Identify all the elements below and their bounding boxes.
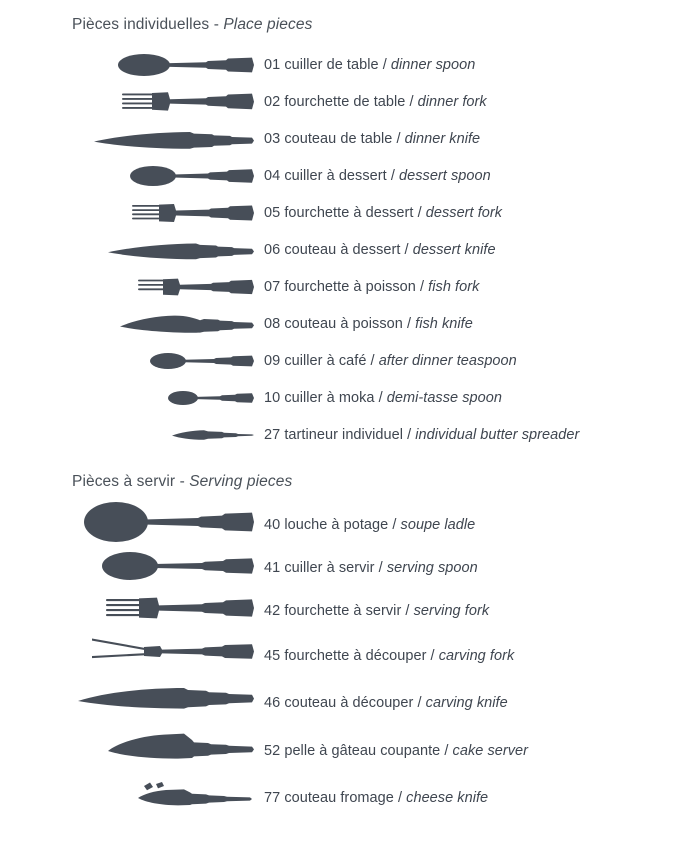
item-label-fr: fourchette à dessert bbox=[284, 204, 414, 221]
item-number: 03 bbox=[264, 130, 281, 147]
list-item-label bbox=[264, 695, 508, 711]
fish-knife-icon bbox=[0, 305, 260, 342]
item-number: 10 bbox=[264, 389, 281, 406]
item-label-fr: couteau à dessert bbox=[284, 241, 401, 258]
list-item[interactable] bbox=[0, 157, 674, 194]
item-label-fr: couteau à découper bbox=[284, 695, 414, 711]
section-place-pieces bbox=[0, 16, 674, 453]
list-item[interactable] bbox=[0, 547, 674, 589]
item-label-fr: cuiller à servir bbox=[284, 560, 375, 576]
item-number: 52 bbox=[264, 743, 281, 759]
cheese-knife-icon bbox=[0, 775, 260, 812]
list-item[interactable] bbox=[0, 503, 674, 547]
section-title-separator: - bbox=[175, 473, 190, 490]
dessert-knife-icon bbox=[0, 231, 260, 268]
item-number: 42 bbox=[264, 603, 281, 619]
item-separator: / bbox=[374, 389, 387, 406]
carving-knife-icon bbox=[0, 679, 260, 716]
item-separator: / bbox=[413, 204, 426, 221]
item-separator: / bbox=[413, 695, 426, 711]
section-title-separator: - bbox=[209, 16, 224, 33]
fish-fork-icon bbox=[0, 268, 260, 305]
item-label-fr: fourchette à servir bbox=[284, 603, 402, 619]
item-separator: / bbox=[392, 130, 405, 147]
list-item-label bbox=[264, 353, 517, 369]
list-item-label bbox=[264, 390, 502, 406]
item-number: 07 bbox=[264, 278, 281, 295]
cake-server-icon bbox=[0, 727, 260, 764]
item-number: 06 bbox=[264, 241, 281, 258]
item-label-en: dinner knife bbox=[404, 130, 481, 147]
item-label-fr: cuiller à moka bbox=[284, 389, 375, 406]
item-separator: / bbox=[378, 56, 391, 73]
list-item[interactable] bbox=[0, 46, 674, 83]
item-label-en: demi-tasse spoon bbox=[386, 389, 502, 406]
item-label-en: dessert fork bbox=[425, 204, 503, 221]
item-label-en: serving fork bbox=[413, 603, 490, 619]
item-separator: / bbox=[386, 167, 399, 184]
butter-spreader-icon bbox=[0, 416, 260, 453]
list-item-label bbox=[264, 131, 480, 147]
dinner-fork-icon bbox=[0, 83, 260, 120]
item-separator: / bbox=[415, 278, 429, 295]
item-label-fr: fourchette à découper bbox=[284, 648, 427, 664]
item-separator: / bbox=[366, 352, 379, 369]
item-label-fr: couteau à poisson bbox=[284, 315, 403, 332]
item-number: 27 bbox=[264, 426, 281, 443]
item-label-en: fish knife bbox=[415, 315, 473, 332]
list-item[interactable] bbox=[0, 120, 674, 157]
item-label-en: cheese knife bbox=[406, 790, 489, 806]
list-item[interactable] bbox=[0, 379, 674, 416]
list-item-label bbox=[264, 316, 473, 332]
soup-ladle-icon bbox=[0, 503, 260, 540]
list-item[interactable] bbox=[0, 83, 674, 120]
list-item[interactable] bbox=[0, 727, 674, 775]
item-number: 77 bbox=[264, 790, 281, 806]
list-item[interactable] bbox=[0, 775, 674, 821]
section-title-en: Place pieces bbox=[223, 16, 313, 33]
item-label-fr: cuiller à café bbox=[284, 352, 367, 369]
item-label-fr: fourchette à poisson bbox=[284, 278, 416, 295]
list-item-label bbox=[264, 648, 514, 664]
item-number: 08 bbox=[264, 315, 281, 332]
item-number: 41 bbox=[264, 560, 281, 576]
item-label-en: fish fork bbox=[428, 278, 480, 295]
section-title-place-pieces bbox=[0, 16, 674, 34]
list-item[interactable] bbox=[0, 416, 674, 453]
dessert-fork-icon bbox=[0, 194, 260, 231]
item-label-en: dessert knife bbox=[412, 241, 496, 258]
item-label-en: dinner fork bbox=[417, 93, 487, 110]
item-number: 01 bbox=[264, 56, 281, 73]
item-separator: / bbox=[405, 93, 418, 110]
list-item-label bbox=[264, 279, 479, 295]
serving-fork-icon bbox=[0, 589, 260, 626]
item-label-en: dessert spoon bbox=[398, 167, 491, 184]
item-separator: / bbox=[402, 315, 416, 332]
item-label-fr: couteau de table bbox=[284, 130, 393, 147]
item-number: 02 bbox=[264, 93, 281, 110]
carving-fork-icon bbox=[0, 633, 260, 670]
list-item-label bbox=[264, 242, 496, 258]
item-separator: / bbox=[393, 790, 407, 806]
list-item[interactable] bbox=[0, 268, 674, 305]
section-title-en: Serving pieces bbox=[189, 473, 293, 490]
item-label-fr: couteau fromage bbox=[284, 790, 394, 806]
list-item[interactable] bbox=[0, 231, 674, 268]
item-label-fr: cuiller à dessert bbox=[284, 167, 387, 184]
list-item-label bbox=[264, 57, 475, 73]
item-label-en: carving knife bbox=[425, 695, 508, 711]
list-item[interactable] bbox=[0, 305, 674, 342]
list-item-label bbox=[264, 790, 488, 806]
item-separator: / bbox=[426, 648, 439, 664]
item-label-en: after dinner teaspoon bbox=[378, 352, 517, 369]
after-dinner-teaspoon-icon bbox=[0, 342, 260, 379]
list-item-label bbox=[264, 517, 475, 533]
item-number: 09 bbox=[264, 352, 281, 369]
list-item-label bbox=[264, 743, 528, 759]
item-label-fr: cuiller de table bbox=[284, 56, 379, 73]
item-label-en: dinner spoon bbox=[390, 56, 476, 73]
section-title-serving-pieces bbox=[0, 473, 674, 491]
item-separator: / bbox=[403, 426, 416, 443]
item-number: 45 bbox=[264, 648, 281, 664]
list-item-label bbox=[264, 427, 579, 443]
item-label-fr: pelle à gâteau coupante bbox=[284, 743, 441, 759]
section-title-fr: Pièces individuelles bbox=[72, 16, 210, 33]
list-item[interactable] bbox=[0, 589, 674, 633]
serving-pieces-list bbox=[0, 503, 674, 821]
serving-spoon-icon bbox=[0, 547, 260, 584]
item-label-fr: tartineur individuel bbox=[284, 426, 404, 443]
item-label-en: soupe ladle bbox=[400, 517, 476, 533]
list-item[interactable] bbox=[0, 679, 674, 727]
item-separator: / bbox=[440, 743, 453, 759]
item-number: 05 bbox=[264, 204, 281, 221]
item-label-en: cake server bbox=[452, 743, 529, 759]
dinner-knife-icon bbox=[0, 120, 260, 157]
list-item[interactable] bbox=[0, 194, 674, 231]
item-label-fr: fourchette de table bbox=[284, 93, 406, 110]
item-number: 46 bbox=[264, 695, 281, 711]
demitasse-spoon-icon bbox=[0, 379, 260, 416]
dinner-spoon-icon bbox=[0, 46, 260, 83]
item-label-en: serving spoon bbox=[386, 560, 478, 576]
place-pieces-list bbox=[0, 46, 674, 453]
list-item[interactable] bbox=[0, 633, 674, 679]
item-number: 04 bbox=[264, 167, 281, 184]
list-item-label bbox=[264, 94, 487, 110]
item-label-en: carving fork bbox=[438, 648, 515, 664]
item-number: 40 bbox=[264, 517, 281, 533]
dessert-spoon-icon bbox=[0, 157, 260, 194]
item-label-fr: louche à potage bbox=[284, 517, 389, 533]
item-separator: / bbox=[401, 603, 414, 619]
list-item-label bbox=[264, 560, 478, 576]
list-item-label bbox=[264, 205, 502, 221]
section-title-fr: Pièces à servir bbox=[72, 473, 176, 490]
list-item[interactable] bbox=[0, 342, 674, 379]
list-item-label bbox=[264, 603, 489, 619]
item-separator: / bbox=[374, 560, 387, 576]
item-separator: / bbox=[388, 517, 401, 533]
section-serving-pieces bbox=[0, 473, 674, 821]
item-label-en: individual butter spreader bbox=[415, 426, 580, 443]
list-item-label bbox=[264, 168, 491, 184]
item-separator: / bbox=[400, 241, 413, 258]
